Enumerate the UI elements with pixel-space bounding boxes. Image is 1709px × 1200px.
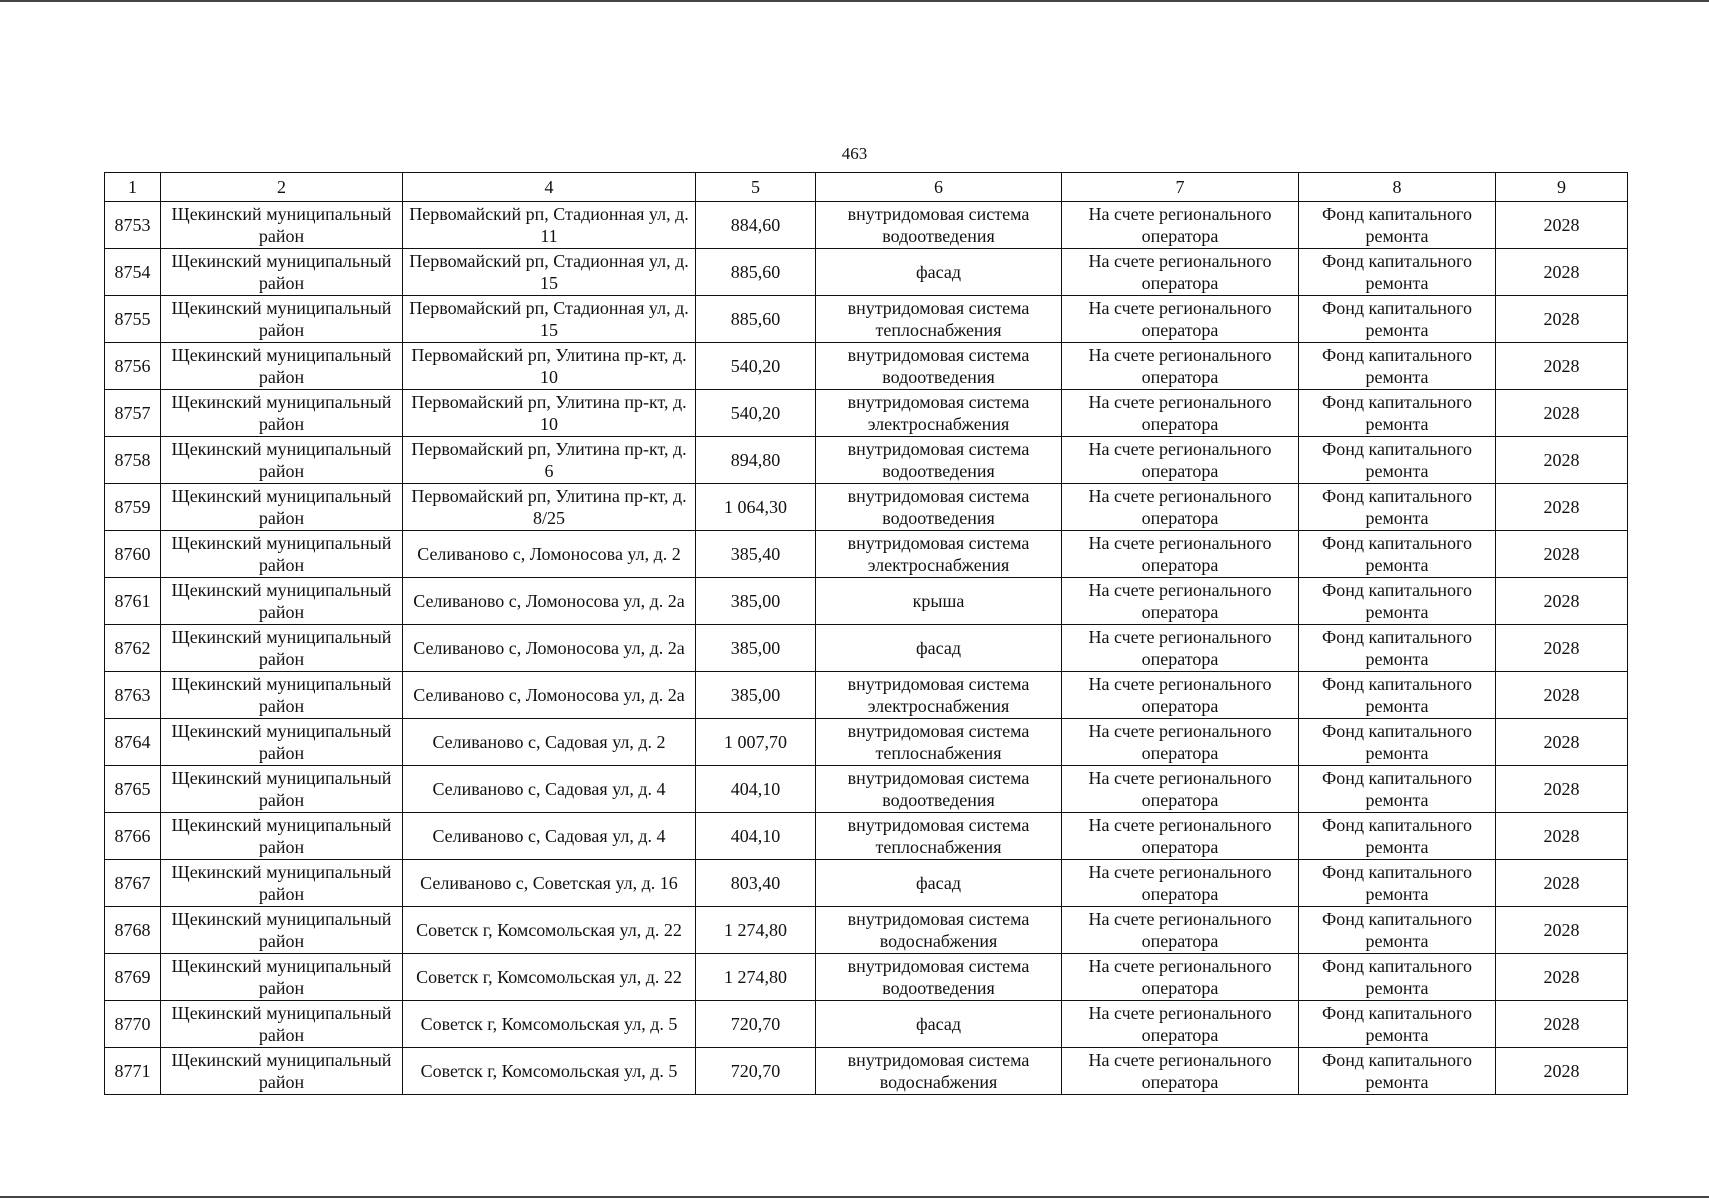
row-number-cell: 8767 bbox=[105, 860, 161, 907]
district-cell: Щекинский муниципальный район bbox=[161, 578, 403, 625]
column-header: 7 bbox=[1062, 173, 1299, 202]
area-cell: 803,40 bbox=[696, 860, 816, 907]
district-cell: Щекинский муниципальный район bbox=[161, 813, 403, 860]
row-number-cell: 8757 bbox=[105, 390, 161, 437]
account-type-cell: На счете регионального оператора bbox=[1062, 437, 1299, 484]
table-row bbox=[105, 766, 1628, 813]
fund-cell: Фонд капитального ремонта bbox=[1299, 343, 1496, 390]
row-number-cell: 8771 bbox=[105, 1048, 161, 1095]
table-row bbox=[105, 813, 1628, 860]
district-cell: Щекинский муниципальный район bbox=[161, 954, 403, 1001]
repair-element-cell: внутридомовая система водоснабжения bbox=[816, 1048, 1062, 1095]
year-cell: 2028 bbox=[1496, 343, 1628, 390]
year-cell: 2028 bbox=[1496, 813, 1628, 860]
year-cell: 2028 bbox=[1496, 249, 1628, 296]
area-cell: 1 007,70 bbox=[696, 719, 816, 766]
repair-element-cell: внутридомовая система водоотведения bbox=[816, 437, 1062, 484]
repair-element-cell: фасад bbox=[816, 860, 1062, 907]
table-row bbox=[105, 1001, 1628, 1048]
address-cell: Селиваново с, Ломоносова ул, д. 2а bbox=[403, 625, 696, 672]
repair-element-cell: внутридомовая система теплоснабжения bbox=[816, 296, 1062, 343]
address-cell: Селиваново с, Советская ул, д. 16 bbox=[403, 860, 696, 907]
district-cell: Щекинский муниципальный район bbox=[161, 249, 403, 296]
address-cell: Советск г, Комсомольская ул, д. 22 bbox=[403, 907, 696, 954]
row-number-cell: 8764 bbox=[105, 719, 161, 766]
repair-element-cell: внутридомовая система водоотведения bbox=[816, 766, 1062, 813]
area-cell: 540,20 bbox=[696, 343, 816, 390]
fund-cell: Фонд капитального ремонта bbox=[1299, 766, 1496, 813]
bottom-scan-rule bbox=[0, 1196, 1709, 1198]
district-cell: Щекинский муниципальный район bbox=[161, 719, 403, 766]
table-row bbox=[105, 390, 1628, 437]
table-row bbox=[105, 484, 1628, 531]
year-cell: 2028 bbox=[1496, 484, 1628, 531]
table-row bbox=[105, 531, 1628, 578]
fund-cell: Фонд капитального ремонта bbox=[1299, 249, 1496, 296]
address-cell: Первомайский рп, Улитина пр-кт, д. 8/25 bbox=[403, 484, 696, 531]
district-cell: Щекинский муниципальный район bbox=[161, 437, 403, 484]
account-type-cell: На счете регионального оператора bbox=[1062, 343, 1299, 390]
repair-element-cell: фасад bbox=[816, 625, 1062, 672]
district-cell: Щекинский муниципальный район bbox=[161, 766, 403, 813]
address-cell: Первомайский рп, Стадионная ул, д. 15 bbox=[403, 296, 696, 343]
column-header: 2 bbox=[161, 173, 403, 202]
address-cell: Советск г, Комсомольская ул, д. 5 bbox=[403, 1001, 696, 1048]
row-number-cell: 8759 bbox=[105, 484, 161, 531]
table-row bbox=[105, 202, 1628, 249]
row-number-cell: 8754 bbox=[105, 249, 161, 296]
area-cell: 885,60 bbox=[696, 296, 816, 343]
fund-cell: Фонд капитального ремонта bbox=[1299, 1048, 1496, 1095]
year-cell: 2028 bbox=[1496, 531, 1628, 578]
column-header: 8 bbox=[1299, 173, 1496, 202]
repair-element-cell: внутридомовая система водоотведения bbox=[816, 484, 1062, 531]
repair-element-cell: фасад bbox=[816, 249, 1062, 296]
year-cell: 2028 bbox=[1496, 766, 1628, 813]
area-cell: 385,00 bbox=[696, 672, 816, 719]
column-header: 5 bbox=[696, 173, 816, 202]
account-type-cell: На счете регионального оператора bbox=[1062, 578, 1299, 625]
page-number: 463 bbox=[841, 144, 868, 163]
account-type-cell: На счете регионального оператора bbox=[1062, 625, 1299, 672]
year-cell: 2028 bbox=[1496, 672, 1628, 719]
district-cell: Щекинский муниципальный район bbox=[161, 1048, 403, 1095]
area-cell: 404,10 bbox=[696, 766, 816, 813]
account-type-cell: На счете регионального оператора bbox=[1062, 719, 1299, 766]
fund-cell: Фонд капитального ремонта bbox=[1299, 672, 1496, 719]
address-cell: Первомайский рп, Стадионная ул, д. 15 bbox=[403, 249, 696, 296]
row-number-cell: 8756 bbox=[105, 343, 161, 390]
fund-cell: Фонд капитального ремонта bbox=[1299, 954, 1496, 1001]
fund-cell: Фонд капитального ремонта bbox=[1299, 860, 1496, 907]
address-cell: Первомайский рп, Улитина пр-кт, д. 10 bbox=[403, 390, 696, 437]
district-cell: Щекинский муниципальный район bbox=[161, 343, 403, 390]
year-cell: 2028 bbox=[1496, 202, 1628, 249]
column-header: 9 bbox=[1496, 173, 1628, 202]
repair-element-cell: фасад bbox=[816, 1001, 1062, 1048]
area-cell: 540,20 bbox=[696, 390, 816, 437]
address-cell: Селиваново с, Ломоносова ул, д. 2 bbox=[403, 531, 696, 578]
district-cell: Щекинский муниципальный район bbox=[161, 625, 403, 672]
register-table bbox=[104, 172, 1628, 1095]
fund-cell: Фонд капитального ремонта bbox=[1299, 625, 1496, 672]
table-row bbox=[105, 437, 1628, 484]
repair-element-cell: внутридомовая система водоотведения bbox=[816, 954, 1062, 1001]
account-type-cell: На счете регионального оператора bbox=[1062, 202, 1299, 249]
address-cell: Советск г, Комсомольская ул, д. 22 bbox=[403, 954, 696, 1001]
address-cell: Селиваново с, Садовая ул, д. 2 bbox=[403, 719, 696, 766]
address-cell: Селиваново с, Садовая ул, д. 4 bbox=[403, 813, 696, 860]
account-type-cell: На счете регионального оператора bbox=[1062, 954, 1299, 1001]
column-header: 6 bbox=[816, 173, 1062, 202]
area-cell: 1 064,30 bbox=[696, 484, 816, 531]
district-cell: Щекинский муниципальный район bbox=[161, 907, 403, 954]
row-number-cell: 8753 bbox=[105, 202, 161, 249]
row-number-cell: 8768 bbox=[105, 907, 161, 954]
area-cell: 885,60 bbox=[696, 249, 816, 296]
account-type-cell: На счете регионального оператора bbox=[1062, 672, 1299, 719]
table-row bbox=[105, 578, 1628, 625]
area-cell: 1 274,80 bbox=[696, 954, 816, 1001]
fund-cell: Фонд капитального ремонта bbox=[1299, 484, 1496, 531]
district-cell: Щекинский муниципальный район bbox=[161, 296, 403, 343]
year-cell: 2028 bbox=[1496, 954, 1628, 1001]
fund-cell: Фонд капитального ремонта bbox=[1299, 813, 1496, 860]
fund-cell: Фонд капитального ремонта bbox=[1299, 578, 1496, 625]
area-cell: 720,70 bbox=[696, 1048, 816, 1095]
address-cell: Селиваново с, Садовая ул, д. 4 bbox=[403, 766, 696, 813]
table-row bbox=[105, 954, 1628, 1001]
address-cell: Первомайский рп, Стадионная ул, д. 11 bbox=[403, 202, 696, 249]
table-row bbox=[105, 625, 1628, 672]
repair-element-cell: внутридомовая система водоотведения bbox=[816, 343, 1062, 390]
district-cell: Щекинский муниципальный район bbox=[161, 202, 403, 249]
table-row bbox=[105, 672, 1628, 719]
column-header: 4 bbox=[403, 173, 696, 202]
account-type-cell: На счете регионального оператора bbox=[1062, 860, 1299, 907]
row-number-cell: 8761 bbox=[105, 578, 161, 625]
repair-element-cell: внутридомовая система электроснабжения bbox=[816, 531, 1062, 578]
row-number-cell: 8762 bbox=[105, 625, 161, 672]
row-number-cell: 8760 bbox=[105, 531, 161, 578]
table-row bbox=[105, 1048, 1628, 1095]
address-cell: Селиваново с, Ломоносова ул, д. 2а bbox=[403, 578, 696, 625]
area-cell: 884,60 bbox=[696, 202, 816, 249]
fund-cell: Фонд капитального ремонта bbox=[1299, 907, 1496, 954]
row-number-cell: 8770 bbox=[105, 1001, 161, 1048]
account-type-cell: На счете регионального оператора bbox=[1062, 484, 1299, 531]
area-cell: 404,10 bbox=[696, 813, 816, 860]
account-type-cell: На счете регионального оператора bbox=[1062, 249, 1299, 296]
table-row bbox=[105, 249, 1628, 296]
table-row bbox=[105, 860, 1628, 907]
address-cell: Селиваново с, Ломоносова ул, д. 2а bbox=[403, 672, 696, 719]
account-type-cell: На счете регионального оператора bbox=[1062, 766, 1299, 813]
row-number-cell: 8755 bbox=[105, 296, 161, 343]
account-type-cell: На счете регионального оператора bbox=[1062, 390, 1299, 437]
table-row bbox=[105, 719, 1628, 766]
account-type-cell: На счете регионального оператора bbox=[1062, 296, 1299, 343]
top-scan-rule bbox=[0, 0, 1709, 2]
area-cell: 894,80 bbox=[696, 437, 816, 484]
year-cell: 2028 bbox=[1496, 625, 1628, 672]
repair-element-cell: внутридомовая система электроснабжения bbox=[816, 672, 1062, 719]
area-cell: 385,00 bbox=[696, 625, 816, 672]
fund-cell: Фонд капитального ремонта bbox=[1299, 437, 1496, 484]
repair-element-cell: внутридомовая система теплоснабжения bbox=[816, 719, 1062, 766]
account-type-cell: На счете регионального оператора bbox=[1062, 531, 1299, 578]
district-cell: Щекинский муниципальный район bbox=[161, 860, 403, 907]
year-cell: 2028 bbox=[1496, 719, 1628, 766]
district-cell: Щекинский муниципальный район bbox=[161, 1001, 403, 1048]
area-cell: 720,70 bbox=[696, 1001, 816, 1048]
year-cell: 2028 bbox=[1496, 296, 1628, 343]
header-row bbox=[105, 173, 1628, 202]
year-cell: 2028 bbox=[1496, 860, 1628, 907]
row-number-cell: 8758 bbox=[105, 437, 161, 484]
area-cell: 385,40 bbox=[696, 531, 816, 578]
district-cell: Щекинский муниципальный район bbox=[161, 390, 403, 437]
district-cell: Щекинский муниципальный район bbox=[161, 531, 403, 578]
repair-element-cell: внутридомовая система водоснабжения bbox=[816, 907, 1062, 954]
year-cell: 2028 bbox=[1496, 578, 1628, 625]
fund-cell: Фонд капитального ремонта bbox=[1299, 296, 1496, 343]
row-number-cell: 8765 bbox=[105, 766, 161, 813]
repair-element-cell: внутридомовая система электроснабжения bbox=[816, 390, 1062, 437]
year-cell: 2028 bbox=[1496, 1048, 1628, 1095]
district-cell: Щекинский муниципальный район bbox=[161, 484, 403, 531]
account-type-cell: На счете регионального оператора bbox=[1062, 1001, 1299, 1048]
row-number-cell: 8763 bbox=[105, 672, 161, 719]
fund-cell: Фонд капитального ремонта bbox=[1299, 390, 1496, 437]
address-cell: Советск г, Комсомольская ул, д. 5 bbox=[403, 1048, 696, 1095]
table-row bbox=[105, 296, 1628, 343]
year-cell: 2028 bbox=[1496, 437, 1628, 484]
fund-cell: Фонд капитального ремонта bbox=[1299, 719, 1496, 766]
repair-element-cell: крыша bbox=[816, 578, 1062, 625]
fund-cell: Фонд капитального ремонта bbox=[1299, 202, 1496, 249]
fund-cell: Фонд капитального ремонта bbox=[1299, 1001, 1496, 1048]
account-type-cell: На счете регионального оператора bbox=[1062, 907, 1299, 954]
account-type-cell: На счете регионального оператора bbox=[1062, 1048, 1299, 1095]
year-cell: 2028 bbox=[1496, 1001, 1628, 1048]
address-cell: Первомайский рп, Улитина пр-кт, д. 10 bbox=[403, 343, 696, 390]
table-body bbox=[105, 202, 1628, 1095]
year-cell: 2028 bbox=[1496, 390, 1628, 437]
year-cell: 2028 bbox=[1496, 907, 1628, 954]
address-cell: Первомайский рп, Улитина пр-кт, д. 6 bbox=[403, 437, 696, 484]
repair-element-cell: внутридомовая система теплоснабжения bbox=[816, 813, 1062, 860]
row-number-cell: 8766 bbox=[105, 813, 161, 860]
area-cell: 1 274,80 bbox=[696, 907, 816, 954]
row-number-cell: 8769 bbox=[105, 954, 161, 1001]
repair-element-cell: внутридомовая система водоотведения bbox=[816, 202, 1062, 249]
table-row bbox=[105, 907, 1628, 954]
district-cell: Щекинский муниципальный район bbox=[161, 672, 403, 719]
area-cell: 385,00 bbox=[696, 578, 816, 625]
column-header: 1 bbox=[105, 173, 161, 202]
table-row bbox=[105, 343, 1628, 390]
account-type-cell: На счете регионального оператора bbox=[1062, 813, 1299, 860]
fund-cell: Фонд капитального ремонта bbox=[1299, 531, 1496, 578]
